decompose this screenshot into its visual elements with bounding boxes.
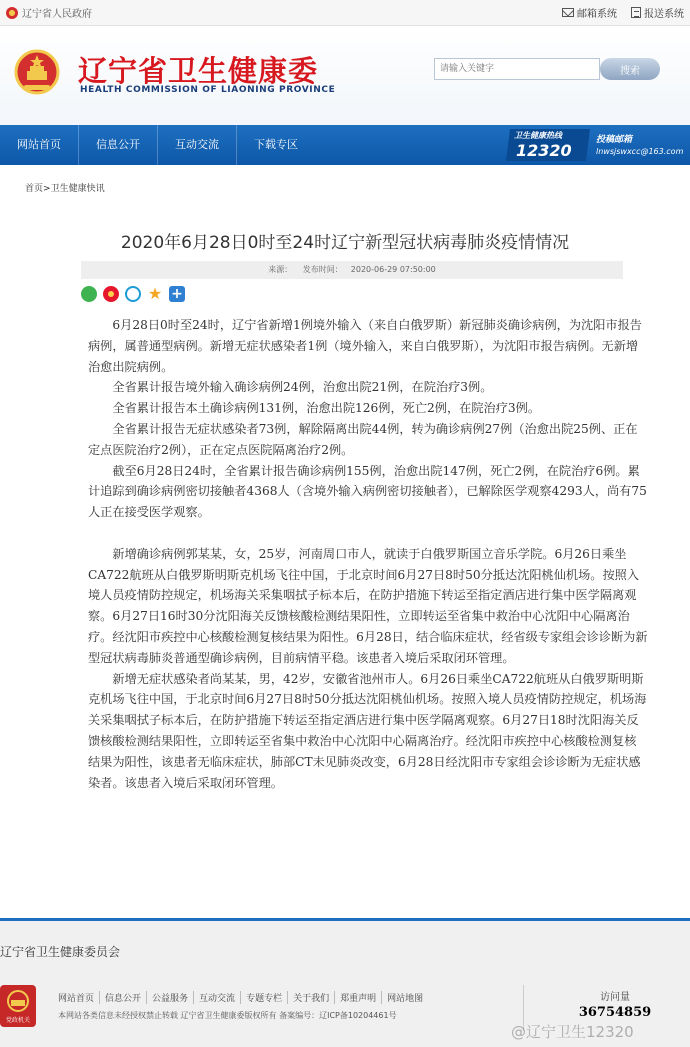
mailbox-label: 投稿邮箱 bbox=[596, 135, 633, 145]
footer-link-disclaimer[interactable]: 郑重声明 bbox=[335, 991, 382, 1004]
footer-link-about-us[interactable]: 关于我们 bbox=[288, 991, 335, 1004]
tencent-weibo-share-icon[interactable] bbox=[125, 286, 141, 302]
article-paragraph: 新增无症状感染者尚某某，男，42岁，安徽省池州市人。6月26日乘坐CA722航班从白俄罗斯明斯克机场飞往中国，于北京时间6月27日8时50分抵达沈阳桃仙机场。按照入境人员疫情防控规定，机场海关采集咽拭子标本后，在防护措施下转运至指定酒店进行集中医学隔离观察。6月27日18时沈阳海关反馈核酸检测结果阳性，立即转运至省集中救治中心沈阳中心隔离治疗。经沈阳市疾控中心核酸检测复核结果为阳性，该患者无临床症状，肺部CT未见肺炎改变，6月28日经沈阳市专家组会诊诊断为无症状感染者。该患者入境后采取闭环管理。 bbox=[88, 671, 647, 790]
publish-date: 2020-06-29 07:50:00 bbox=[350, 265, 436, 274]
article-paragraph: 新增确诊病例郭某某，女，25岁，河南周口市人，就读于白俄罗斯国立音乐学院。6月26日乘坐CA722航班从白俄罗斯明斯克机场飞往中国，于北京时间6月27日8时50分抵达沈阳桃仙机场。按照入境人员疫情防控规定，机场海关采集咽拭子标本后，在防护措施下转运至指定酒店进行集中医学隔离观察。6月27日16时30分沈阳海关反馈核酸检测结果阳性，立即转运至省集中救治中心沈阳中心隔离治疗。经沈阳市疾控中心核酸检测复核结果为阳性。6月28日，结合临床症状，经省级专家组会诊诊断为新型冠状病毒肺炎普通型确诊病例，目前病情平稳。该患者入境后采取闭环管理。 bbox=[88, 546, 648, 665]
national-emblem-icon bbox=[6, 7, 18, 19]
article-body bbox=[88, 315, 648, 793]
site-header bbox=[0, 27, 690, 125]
publish-date-label: 发布时间： bbox=[302, 265, 343, 274]
wechat-share-icon[interactable] bbox=[81, 286, 97, 302]
footer-link-info-disclosure[interactable]: 信息公开 bbox=[100, 991, 147, 1004]
breadcrumb-separator: > bbox=[43, 184, 51, 194]
submission-mailbox[interactable] bbox=[596, 127, 690, 163]
search-input[interactable] bbox=[434, 58, 600, 80]
article-paragraph: 全省累计报告本土确诊病例131例，治愈出院126例，死亡2例，在院治疗3例。 bbox=[112, 401, 541, 416]
source-label: 来源： bbox=[268, 265, 293, 274]
badge-label: 党政机关 bbox=[5, 1017, 30, 1024]
mailbox-address: lnwsjswxcc@163.com bbox=[596, 147, 684, 156]
article-title: 2020年6月28日0时至24时辽宁新型冠状病毒肺炎疫情情况 bbox=[120, 233, 570, 253]
footer-link-sitemap[interactable]: 网站地图 bbox=[387, 994, 424, 1004]
site-title[interactable]: 辽宁省卫生健康委 bbox=[78, 54, 319, 88]
mail-system-link[interactable] bbox=[562, 5, 617, 20]
nav-items bbox=[0, 125, 315, 165]
top-utility-bar bbox=[0, 0, 690, 26]
footer-link-home[interactable]: 网站首页 bbox=[58, 991, 100, 1004]
party-government-badge[interactable] bbox=[0, 985, 36, 1027]
visit-count-label: 访问量 bbox=[600, 992, 630, 1003]
article-paragraph: 全省累计报告无症状感染者73例，解除隔离出院44例，转为确诊病例27例（治愈出院25例、正在定点医院治疗2例），正在定点医院隔离治疗2例。 bbox=[88, 421, 638, 457]
national-emblem-icon[interactable] bbox=[14, 47, 60, 97]
emblem-icon bbox=[0, 987, 36, 1017]
weibo-share-icon[interactable] bbox=[103, 286, 119, 302]
nav-item-interaction[interactable]: 互动交流 bbox=[158, 125, 237, 165]
footer-link-special-topics[interactable]: 专题专栏 bbox=[241, 991, 288, 1004]
hotline-badge[interactable] bbox=[506, 127, 590, 163]
site-title-english: HEALTH COMMISSION OF LIAONING PROVINCE bbox=[80, 85, 336, 95]
mail-icon bbox=[562, 8, 574, 17]
weibo-watermark: @辽宁卫生12320 bbox=[511, 1023, 634, 1041]
gov-link[interactable] bbox=[6, 5, 92, 20]
nav-item-downloads[interactable]: 下载专区 bbox=[254, 138, 298, 151]
hotline-number: 12320 bbox=[516, 141, 572, 160]
site-footer bbox=[0, 921, 690, 1047]
breadcrumb-home[interactable]: 首页 bbox=[25, 184, 44, 194]
document-icon bbox=[631, 7, 641, 18]
article-paragraph: 全省累计报告境外输入确诊病例24例，治愈出院21例，在院治疗3例。 bbox=[112, 380, 493, 395]
footer-org-name: 辽宁省卫生健康委员会 bbox=[0, 945, 121, 959]
report-system-link[interactable] bbox=[631, 5, 684, 20]
article-meta bbox=[81, 261, 623, 279]
breadcrumb-section[interactable]: 卫生健康快讯 bbox=[50, 184, 105, 194]
mail-system-label: 邮箱系统 bbox=[577, 9, 617, 20]
main-nav bbox=[0, 125, 690, 165]
footer-link-public-service[interactable]: 公益服务 bbox=[147, 991, 194, 1004]
search-button[interactable]: 搜索 bbox=[600, 58, 660, 80]
nav-item-info-disclosure[interactable]: 信息公开 bbox=[79, 125, 158, 165]
top-links bbox=[562, 5, 684, 20]
visit-count: 36754859 bbox=[578, 1005, 652, 1020]
more-share-icon[interactable]: + bbox=[169, 286, 185, 302]
report-system-label: 报送系统 bbox=[644, 9, 684, 20]
article-paragraph: 截至6月28日24时，全省累计报告确诊病例155例，治愈出院147例，死亡2例，在院治疗6例。累计追踪到确诊病例密切接触者4368人（含境外输入病例密切接触者），已解除医学观察4293人，尚有75人正在接受医学观察。 bbox=[88, 463, 647, 520]
breadcrumb bbox=[25, 181, 105, 194]
footer-links bbox=[58, 991, 428, 1004]
footer-link-interaction[interactable]: 互动交流 bbox=[194, 991, 241, 1004]
nav-item-home[interactable]: 网站首页 bbox=[0, 125, 79, 165]
favorite-star-icon[interactable]: ★ bbox=[147, 284, 163, 303]
share-bar bbox=[81, 286, 185, 302]
hotline-label: 卫生健康热线 bbox=[514, 131, 562, 140]
footer-copyright: 本网站各类信息未经授权禁止转载 辽宁省卫生健康委版权所有 备案编号：辽ICP备10204461号 bbox=[58, 1011, 397, 1020]
gov-link-label: 辽宁省人民政府 bbox=[22, 9, 92, 20]
article-paragraph: 6月28日0时至24时，辽宁省新增1例境外输入（来自白俄罗斯）新冠肺炎确诊病例，为沈阳市报告病例，属普通型病例。新增无症状感染者1例（境外输入，来自白俄罗斯），为沈阳市报告病例。无新增治愈出院病例。 bbox=[88, 318, 642, 374]
